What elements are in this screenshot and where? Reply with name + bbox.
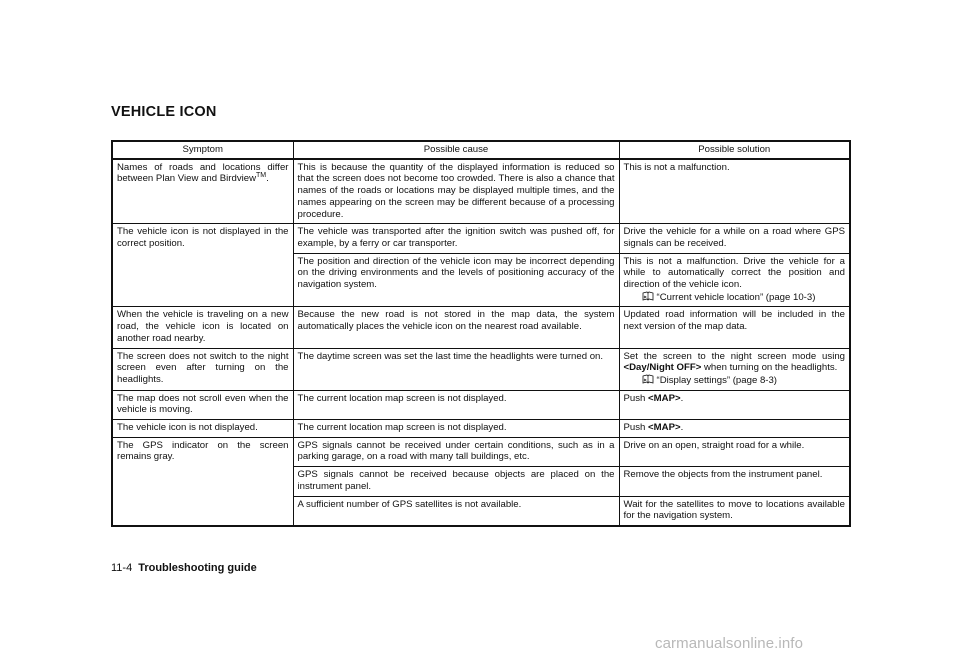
solution-text: Push bbox=[623, 392, 646, 404]
footer-title: Troubleshooting guide bbox=[138, 562, 257, 574]
table-row bbox=[112, 437, 850, 466]
book-reference-icon bbox=[642, 291, 654, 301]
symptom-cell: The screen does not switch to the night screen even after turning on the headlights. bbox=[112, 348, 293, 390]
symptom-cell: The vehicle icon is not displayed. bbox=[112, 420, 293, 438]
troubleshooting-table bbox=[111, 140, 851, 527]
table-row bbox=[112, 224, 850, 253]
page-footer bbox=[111, 562, 257, 574]
symptom-cell: The map does not scroll even when the vehicle is moving. bbox=[112, 390, 293, 419]
cause-cell: The current location map screen is not displayed. bbox=[293, 390, 619, 419]
solution-text: Set the screen to the night screen mode using bbox=[623, 350, 845, 362]
cause-cell: The current location map screen is not displayed. bbox=[293, 420, 619, 438]
trademark-sup: TM bbox=[256, 172, 267, 180]
header-possible-cause: Possible cause bbox=[293, 141, 619, 159]
cause-cell: This is because the quantity of the displayed information is reduced so that the screen does not become too crowded. There is also a chance that names of the roads or locations may be displayed multiple times, and the names appearing on the screen may be different because of a processing procedure. bbox=[293, 159, 619, 224]
cause-cell: Because the new road is not stored in the map data, the system automatically places the vehicle icon on the nearest road available. bbox=[293, 307, 619, 348]
solution-cell: Drive the vehicle for a while on a road where GPS signals can be received. bbox=[619, 224, 850, 253]
table-row bbox=[112, 420, 850, 438]
solution-cell bbox=[619, 348, 850, 390]
solution-cell: This is not a malfunction. bbox=[619, 159, 850, 224]
symptom-cell bbox=[112, 159, 293, 224]
reference-text: “Display settings” (page 8-3) bbox=[656, 374, 778, 386]
solution-text-end: . bbox=[680, 392, 684, 404]
symptom-text-end: . bbox=[266, 173, 269, 185]
solution-cell: Updated road information will be included in the next version of the map data. bbox=[619, 307, 850, 348]
cause-cell: GPS signals cannot be received under certain conditions, such as in a parking garage, on a road with many tall buildings, etc. bbox=[293, 437, 619, 466]
page-reference bbox=[624, 374, 846, 387]
solution-cell: Drive on an open, straight road for a while. bbox=[619, 437, 850, 466]
solution-cell bbox=[619, 253, 850, 307]
section-title: VEHICLE ICON bbox=[111, 104, 217, 120]
header-possible-solution: Possible solution bbox=[619, 141, 850, 159]
solution-text-end: when turning on the headlights. bbox=[704, 362, 838, 374]
page-number: 11-4 bbox=[111, 562, 133, 574]
symptom-cell: When the vehicle is traveling on a new road, the vehicle icon is located on another road nearby. bbox=[112, 307, 293, 348]
reference-text: “Current vehicle location” (page 10-3) bbox=[656, 291, 816, 303]
solution-cell: Remove the objects from the instrument panel. bbox=[619, 467, 850, 496]
table-header-row bbox=[112, 141, 850, 159]
solution-cell bbox=[619, 390, 850, 419]
page-reference bbox=[624, 291, 846, 304]
table-row bbox=[112, 390, 850, 419]
table-row bbox=[112, 307, 850, 348]
solution-text: This is not a malfunction. Drive the vehicle for a while to automatically correct the position and direction of the vehicle icon. bbox=[623, 255, 845, 291]
solution-cell bbox=[619, 420, 850, 438]
cause-cell: The position and direction of the vehicle icon may be incorrect depending on the driving environments and the levels of positioning accuracy of the navigation system. bbox=[293, 253, 619, 307]
header-symptom: Symptom bbox=[112, 141, 293, 159]
symptom-cell: The GPS indicator on the screen remains gray. bbox=[112, 437, 293, 526]
table-row bbox=[112, 348, 850, 390]
key-label: <Day/Night OFF> bbox=[623, 362, 702, 374]
cause-cell: GPS signals cannot be received because objects are placed on the instrument panel. bbox=[293, 467, 619, 496]
solution-cell: Wait for the satellites to move to locations available for the navigation system. bbox=[619, 496, 850, 526]
watermark: carmanualsonline.info bbox=[655, 635, 804, 652]
symptom-text: Names of roads and locations differ between Plan View and Birdview bbox=[117, 161, 289, 185]
solution-text-end: . bbox=[680, 422, 684, 434]
cause-cell: A sufficient number of GPS satellites is not available. bbox=[293, 496, 619, 526]
key-label: <MAP> bbox=[648, 422, 681, 434]
cause-cell: The vehicle was transported after the ignition switch was pushed off, for example, by a ferry or car transporter. bbox=[293, 224, 619, 253]
cause-cell: The daytime screen was set the last time the headlights were turned on. bbox=[293, 348, 619, 390]
book-reference-icon bbox=[642, 374, 654, 384]
symptom-cell: The vehicle icon is not displayed in the correct position. bbox=[112, 224, 293, 307]
key-label: <MAP> bbox=[648, 392, 681, 404]
table-row bbox=[112, 159, 850, 224]
solution-text: Push bbox=[623, 422, 646, 434]
